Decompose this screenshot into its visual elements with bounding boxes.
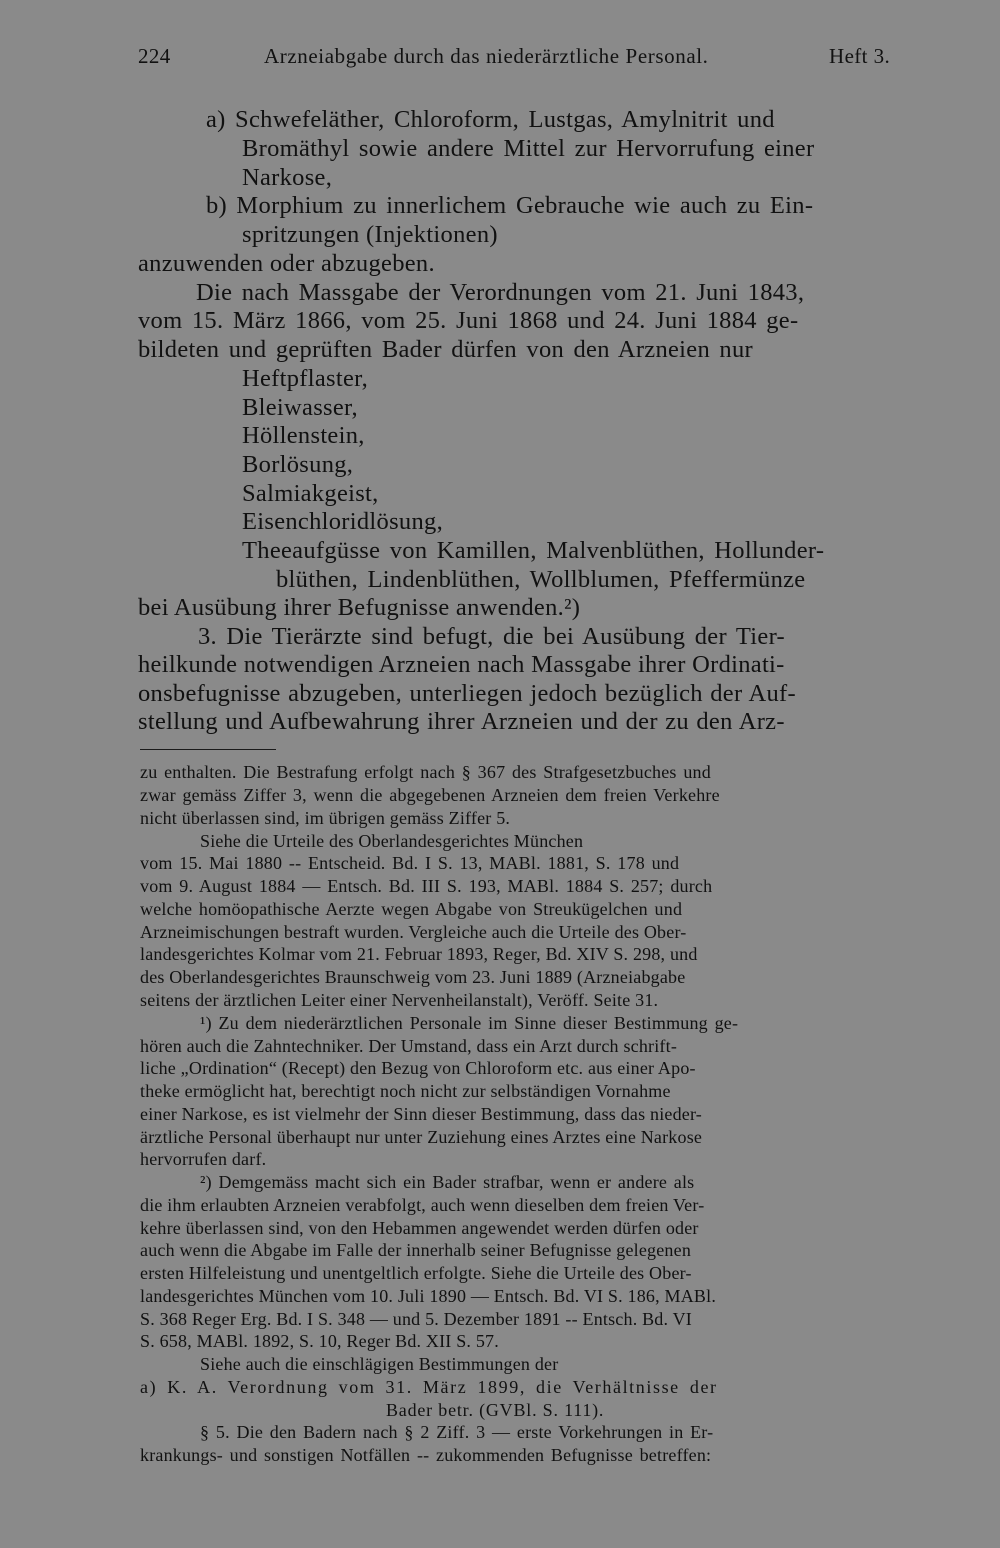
- body-line: 3. Die Tierärzte sind befugt, die bei Ausübung der Tier-: [198, 623, 786, 650]
- remedy-item: Borlösung,: [242, 451, 354, 478]
- body-line: Narkose,: [242, 164, 333, 191]
- footnote-line: liche „Ordination“ (Recept) den Bezug von Chloroform etc. aus einer Apo-: [140, 1058, 696, 1078]
- remedy-item: Höllenstein,: [242, 422, 365, 449]
- footnote-2: ²) Demgemäss macht sich ein Bader strafbar, wenn er andere als: [200, 1172, 695, 1192]
- footnote-line: Siehe auch die einschlägigen Bestimmungen der: [200, 1354, 559, 1374]
- body-line: vom 15. März 1866, vom 25. Juni 1868 und 24. Juni 1884 ge-: [138, 307, 799, 334]
- body-line: anzuwenden oder abzugeben.: [138, 250, 435, 277]
- footnote-line: Siehe die Urteile des Oberlandesgerichtes München: [200, 831, 584, 851]
- footnote-line: hervorrufen darf.: [140, 1149, 267, 1169]
- footnote-line: einer Narkose, es ist vielmehr der Sinn dieser Bestimmung, dass das nieder-: [140, 1104, 703, 1124]
- body-line: bei Ausübung ihrer Befugnisse anwenden.²): [138, 594, 581, 621]
- footnote-line: zwar gemäss Ziffer 3, wenn die abgegebenen Arzneien dem freien Verkehre: [140, 785, 720, 805]
- footnote-line: die ihm erlaubten Arzneien verabfolgt, auch wenn dieselben dem freien Ver-: [140, 1195, 705, 1215]
- remedy-item: Eisenchloridlösung,: [242, 508, 443, 535]
- footnote-1: ¹) Zu dem niederärztlichen Personale im Sinne dieser Bestimmung ge-: [200, 1013, 739, 1033]
- footnote-line: S. 658, MABl. 1892, S. 10, Reger Bd. XII S. 57.: [140, 1331, 499, 1351]
- body-line: bildeten und geprüften Bader dürfen von den Arzneien nur: [138, 336, 753, 363]
- footnote-line: a) K. A. Verordnung vom 31. März 1899, die Verhältnisse der: [140, 1377, 718, 1397]
- footnote-line: kehre überlassen sind, von den Hebammen angewendet werden dürfen oder: [140, 1218, 699, 1238]
- footnote-line: auch wenn die Abgabe im Falle der innerhalb seiner Befugnisse gelegenen: [140, 1240, 692, 1260]
- footnote-line: landesgerichtes München vom 10. Juli 1890 — Entsch. Bd. VI S. 186, MABl.: [140, 1286, 717, 1306]
- footnote-line: ersten Hilfeleistung und unentgeltlich erfolgte. Siehe die Urteile des Ober-: [140, 1263, 692, 1283]
- body-line: blüthen, Lindenblüthen, Wollblumen, Pfeffermünze: [276, 566, 806, 593]
- page-number: 224: [138, 44, 171, 68]
- body-line: b) Morphium zu innerlichem Gebrauche wie auch zu Ein-: [206, 192, 814, 219]
- body-line: stellung und Aufbewahrung ihrer Arzneien und der zu den Arz-: [138, 708, 785, 735]
- footnote-line: nicht überlassen sind, im übrigen gemäss Ziffer 5.: [140, 808, 511, 828]
- footnote-separator: [140, 749, 276, 750]
- remedy-item: Bleiwasser,: [242, 394, 358, 421]
- footnote-line: Arzneimischungen bestraft wurden. Vergleiche auch die Urteile des Ober-: [140, 922, 687, 942]
- footnote-line: § 5. Die den Badern nach § 2 Ziff. 3 — erste Vorkehrungen in Er-: [200, 1422, 714, 1442]
- body-line: heilkunde notwendigen Arzneien nach Massgabe ihrer Ordinati-: [138, 651, 785, 678]
- issue-label: Heft 3.: [829, 44, 891, 68]
- body-line: spritzungen (Injektionen): [242, 221, 498, 248]
- footnote-line: S. 368 Reger Erg. Bd. I S. 348 — und 5. Dezember 1891 -- Entsch. Bd. VI: [140, 1309, 692, 1329]
- footnote-line: seitens der ärztlichen Leiter einer Nervenheilanstalt), Veröff. Seite 31.: [140, 990, 659, 1010]
- footnote-line: ärztliche Personal überhaupt nur unter Zuziehung eines Arztes eine Narkose: [140, 1127, 703, 1147]
- body-line: onsbefugnisse abzugeben, unterliegen jedoch bezüglich der Auf-: [138, 680, 796, 707]
- footnote-line: hören auch die Zahntechniker. Der Umstand, dass ein Arzt durch schrift-: [140, 1036, 678, 1056]
- footnote-line: vom 15. Mai 1880 -- Entscheid. Bd. I S. 13, MABl. 1881, S. 178 und: [140, 853, 680, 873]
- footnote-line: Bader betr. (GVBl. S. 111).: [386, 1400, 605, 1420]
- body-line: a) Schwefeläther, Chloroform, Lustgas, Amylnitrit und: [206, 106, 775, 133]
- running-title: Arzneiabgabe durch das niederärztliche Personal.: [264, 44, 709, 68]
- body-line: Bromäthyl sowie andere Mittel zur Hervorrufung einer: [242, 135, 815, 162]
- footnote-line: krankungs- und sonstigen Notfällen -- zukommenden Befugnisse betreffen:: [140, 1445, 712, 1465]
- footnote-line: des Oberlandesgerichtes Braunschweig vom 23. Juni 1889 (Arzneiabgabe: [140, 967, 686, 987]
- remedy-item: Salmiakgeist,: [242, 480, 379, 507]
- footnote-line: vom 9. August 1884 — Entsch. Bd. III S. 193, MABl. 1884 S. 257; durch: [140, 876, 713, 896]
- footnote-line: zu enthalten. Die Bestrafung erfolgt nach § 367 des Strafgesetzbuches und: [140, 762, 711, 782]
- remedy-item: Heftpflaster,: [242, 365, 369, 392]
- remedy-item: Theeaufgüsse von Kamillen, Malvenblüthen, Hollunder-: [242, 537, 825, 564]
- body-line: Die nach Massgabe der Verordnungen vom 21. Juni 1843,: [196, 279, 805, 306]
- footnote-line: welche homöopathische Aerzte wegen Abgabe von Streukügelchen und: [140, 899, 683, 919]
- footnote-line: landesgerichtes Kolmar vom 21. Februar 1893, Reger, Bd. XIV S. 298, und: [140, 944, 698, 964]
- footnote-line: theke ermöglicht hat, berechtigt noch nicht zur selbständigen Vornahme: [140, 1081, 671, 1101]
